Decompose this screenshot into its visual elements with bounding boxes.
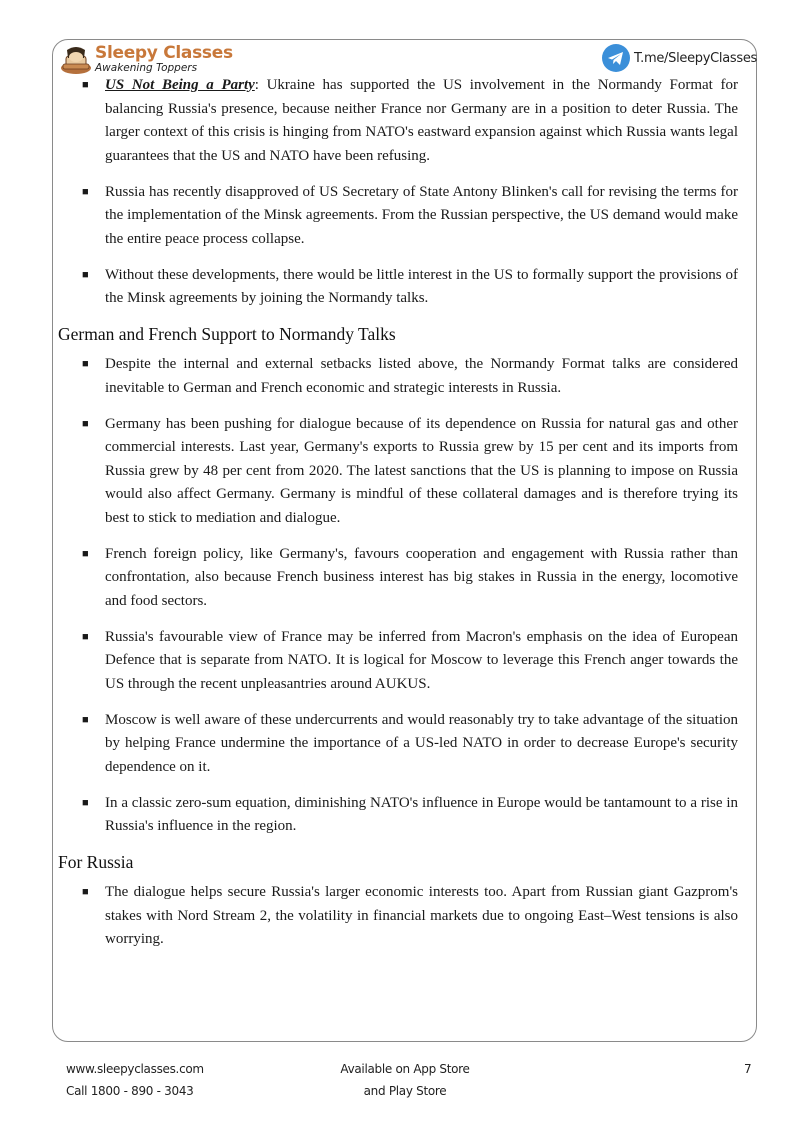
- list-item-text: In a classic zero-sum equation, diminishing NATO's influence in Europe would be tantamount to a rise in Russia's influence in the region.: [105, 794, 738, 834]
- footer-store-line2: and Play Store: [363, 1084, 447, 1098]
- section-heading: For Russia: [58, 852, 134, 872]
- list-item: [58, 792, 738, 839]
- list-item: [58, 413, 738, 531]
- list-item: [58, 74, 738, 168]
- bullet-icon: ■: [82, 886, 89, 898]
- list-item: [58, 264, 738, 311]
- telegram-link[interactable]: [602, 44, 757, 72]
- list-item-lead: US Not Being a Party: [105, 77, 255, 93]
- list-item-text: Germany has been pushing for dialogue because of its dependence on Russia for natural gas and other commercial interests. Last year, Germany's exports to Russia grew by 15 per cent and its imports from Russia grew by 48 per cent from 2020. The latest sanctions that the US is planning to impose on Russia would also affect Germany. Germany is mindful of these collateral damages and is therefore trying its best to stick to mediation and dialogue.: [105, 415, 738, 526]
- document-body: [58, 74, 738, 964]
- list-item: [58, 709, 738, 780]
- bullet-icon: ■: [82, 268, 89, 281]
- brand-tagline: Awakening Toppers: [95, 61, 198, 74]
- footer-stores: [300, 1058, 510, 1102]
- list-item-text: The dialogue helps secure Russia's larger economic interests too. Apart from Russian giant Gazprom's stakes with Nord Stream 2, the volatility in financial markets due to ongoing East–West tensions is also worrying.: [105, 884, 738, 947]
- bullet-list-russia: [58, 881, 738, 952]
- bullet-icon: ■: [82, 547, 89, 560]
- brand-logo: [60, 41, 233, 77]
- bullet-icon: ■: [82, 713, 89, 726]
- list-item: [58, 353, 738, 400]
- list-item-text: Russia has recently disapproved of US Secretary of State Antony Blinken's call for revising the terms for the implementation of the Minsk agreements. From the Russian perspective, the US demand would make the entire peace process collapse.: [105, 183, 738, 247]
- bullet-icon: ■: [82, 417, 89, 430]
- bullet-icon: ■: [82, 796, 89, 809]
- list-item-text: Moscow is well aware of these undercurrents and would reasonably try to take advantage of the situation by helping France undermine the importance of a US-led NATO in order to decrease Europe's security dependence on it.: [105, 711, 738, 775]
- bullet-icon: ■: [82, 79, 89, 91]
- brand-name: Sleepy Classes: [95, 42, 233, 63]
- list-item-text: Despite the internal and external setbacks listed above, the Normandy Format talks are considered inevitable to German and French economic and strategic interests in Russia.: [105, 356, 738, 396]
- footer-store-line1: Available on App Store: [340, 1062, 470, 1076]
- bullet-icon: ■: [82, 185, 89, 198]
- footer-phone: Call 1800 - 890 - 3043: [66, 1084, 194, 1098]
- page-number: 7: [744, 1062, 752, 1076]
- bullet-icon: ■: [82, 358, 89, 370]
- list-item: [58, 626, 738, 697]
- bullet-list-intro: [58, 74, 738, 311]
- list-item-text: : Ukraine has supported the US involvement in the Normandy Format for balancing Russia's presence, because neither France nor Germany are in a position to deter Russia. The larger context of this crisis is hinging from NATO's eastward expansion against which Russia wants legal guarantees that the US and NATO have been refusing.: [105, 77, 738, 164]
- bullet-list-german-french: [58, 353, 738, 839]
- list-item: [58, 181, 738, 252]
- list-item-text: Russia's favourable view of France may be inferred from Macron's emphasis on the idea of European Defence that is separate from NATO. It is logical for Moscow to leverage this French anger towards the US through the recent unpleasantries around AUKUS.: [105, 628, 738, 692]
- section-heading: German and French Support to Normandy Talks: [58, 324, 396, 344]
- footer-website[interactable]: www.sleepyclasses.com: [66, 1062, 204, 1076]
- list-item-text: French foreign policy, like Germany's, favours cooperation and engagement with Russia rather than confrontation, also because French business interest has big stakes in Russia in the energy, locomotive and food sectors.: [105, 545, 738, 609]
- sleeping-student-logo-icon: [60, 42, 92, 76]
- list-item-text: Without these developments, there would be little interest in the US to formally support the provisions of the Minsk agreements by joining the Normandy talks.: [105, 266, 738, 306]
- list-item: [58, 543, 738, 614]
- telegram-link-text[interactable]: T.me/SleepyClasses: [634, 50, 757, 66]
- list-item: [58, 881, 738, 952]
- footer-contact: [66, 1058, 204, 1102]
- bullet-icon: ■: [82, 630, 89, 643]
- telegram-icon: [602, 44, 630, 72]
